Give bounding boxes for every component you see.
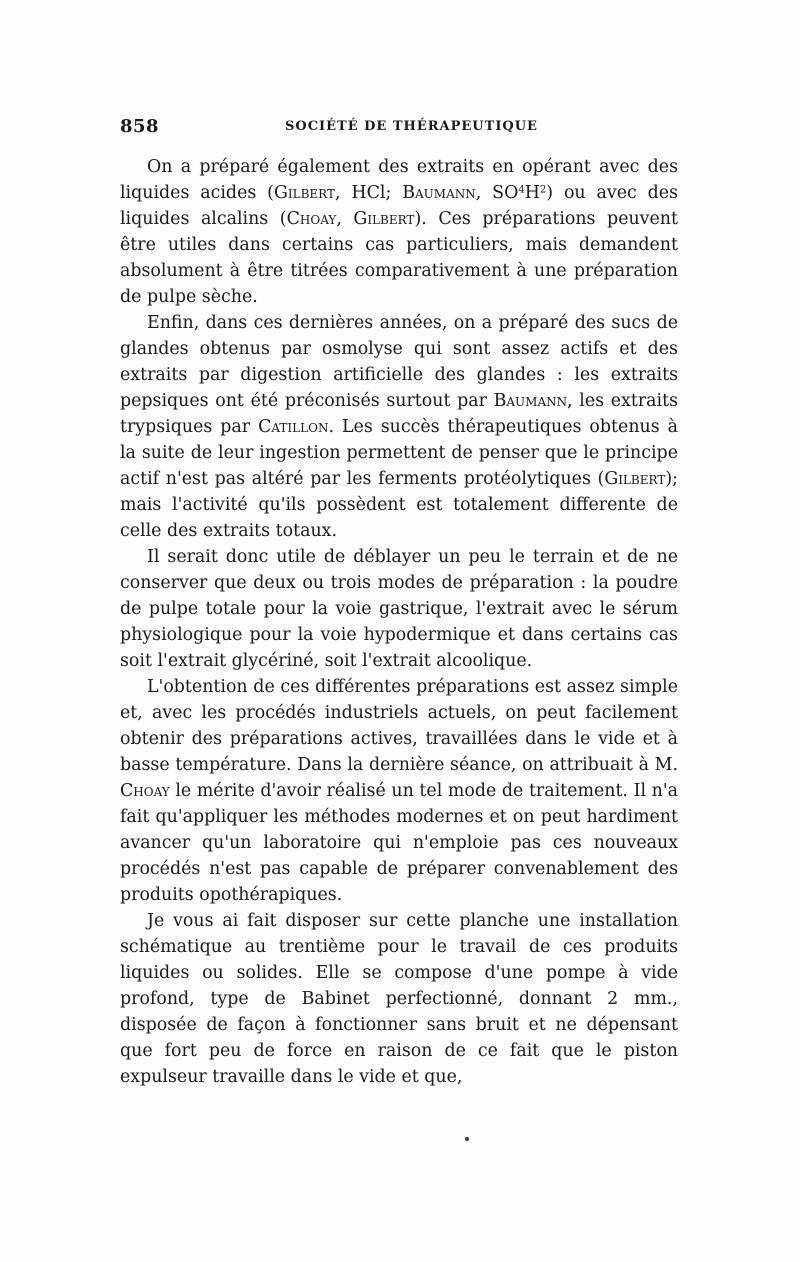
paragraph-2-text: ); mais l'activité qu'ils possèdent est totalement differente de celle des extraits totaux. bbox=[120, 469, 678, 541]
author-name: Gilbert bbox=[353, 209, 415, 229]
paragraph-5: Je vous ai fait disposer sur cette planche une installation schématique au trentième pour le travail de ces produits liquides ou solides. Elle se compose d'une pompe à vide profond, type de Babinet perfectionné, donnant 2 mm., disposée de façon à fonctionner sans bruit et ne dépensant que fort peu de force en raison de ce fait que le piston expulseur travaille dans le vide et que, bbox=[120, 911, 678, 1087]
paragraph-1-text: , bbox=[336, 209, 354, 229]
running-title: SOCIÉTÉ DE THÉRAPEUTIQUE bbox=[285, 119, 538, 134]
paragraph-2 bbox=[120, 310, 678, 544]
page-number: 858 bbox=[120, 116, 160, 137]
paragraph-4 bbox=[120, 674, 678, 908]
author-name: Gilbert bbox=[273, 183, 335, 203]
paragraph-1-text: , HCl; bbox=[334, 183, 403, 203]
author-name: Choay bbox=[120, 781, 170, 801]
paragraph-1-text: H bbox=[524, 183, 540, 203]
paragraph-2-text: , les extraits trypsiques par bbox=[120, 391, 678, 437]
formula-superscript: 2 bbox=[539, 184, 547, 196]
paragraph-1-text: On a préparé également des extraits en opérant avec des liquides acides ( bbox=[120, 157, 678, 203]
author-name: Baumann bbox=[493, 391, 568, 411]
page-header bbox=[120, 116, 680, 140]
formula-superscript: 4 bbox=[518, 184, 525, 196]
author-name: Baumann bbox=[402, 183, 476, 203]
paragraph-2-text: . Les succès thérapeutiques obtenus à la suite de leur ingestion permettent de penser que le principe actif n'est pas altéré par les ferments protéolytiques ( bbox=[120, 417, 679, 489]
paragraph-2-text: Enfin, dans ces dernières années, on a préparé des sucs de glandes obtenus par osmolyse qui sont assez actifs et des extraits par digestion artificielle des glandes : les extraits pepsiques ont été préconisés surtout par bbox=[120, 313, 678, 411]
paragraph-1-text: , SO bbox=[475, 183, 519, 203]
author-name: Gilbert bbox=[604, 469, 666, 489]
paragraph-3: Il serait donc utile de déblayer un peu le terrain et de ne conserver que deux ou trois modes de préparation : la poudre de pulpe totale pour la voie gastrique, l'extrait avec le sérum physiologique pour la voie hypodermique et dans certains cas soit l'extrait glycériné, soit l'extrait alcoolique. bbox=[120, 547, 678, 671]
print-speck bbox=[465, 1137, 469, 1141]
author-name: Catillon bbox=[258, 417, 329, 437]
paragraph-4-text: L'obtention de ces différentes préparations est assez simple et, avec les procédés industriels actuels, on peut facilement obtenir des préparations actives, travaillées dans le vide et à basse température. Dans la dernière séance, on attribuait à M. bbox=[120, 677, 678, 775]
paragraph-1 bbox=[120, 154, 678, 310]
author-name: Choay bbox=[286, 209, 337, 229]
body-text bbox=[120, 154, 678, 1090]
paragraph-1-text: ) ou avec des liquides alcalins ( bbox=[120, 183, 678, 229]
paragraph-1-text: ). Ces préparations peuvent être utiles dans certains cas particuliers, mais demandent absolument à être titrées comparativement à une préparation de pulpe sèche. bbox=[120, 209, 678, 307]
paragraph-4-text: le mérite d'avoir réalisé un tel mode de traitement. Il n'a fait qu'appliquer les méthodes modernes et on peut hardiment avancer qu'un laboratoire qui n'emploie pas ces nouveaux procédés n'est pas capable de préparer convenablement des produits opothérapiques. bbox=[120, 781, 678, 905]
